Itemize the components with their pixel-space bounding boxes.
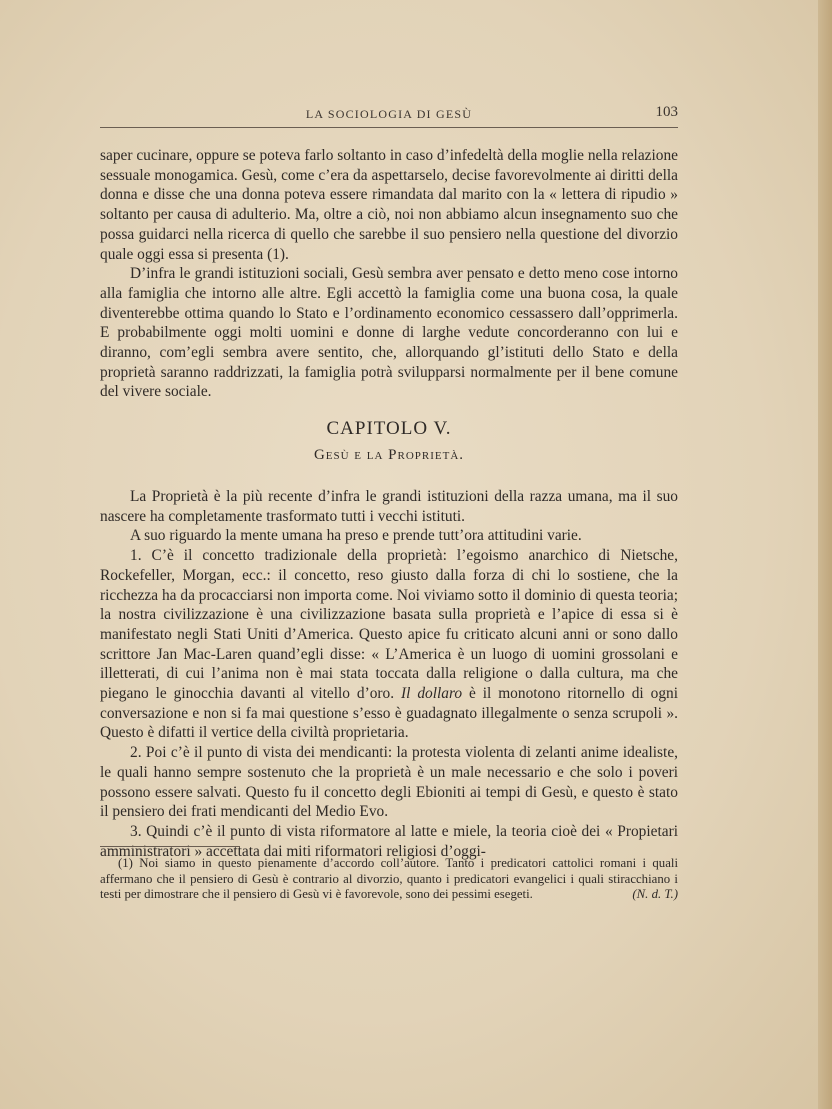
page-edge	[818, 0, 832, 1109]
paragraph: 3. Quindi c’è il punto di vista riformatore al latte e miele, la teoria cioè dei « Propietari amministratori » accettata dai miti riformatori religiosi d’oggi-	[100, 822, 678, 860]
paragraph-part: è il monotono ritornello di ogni conversazione e non si fa mai questione s’esso è guadagnato illegalmente o senza scrupoli ». Questo è difatti il vertice della civiltà proprietaria.	[100, 685, 678, 742]
page-number: 103	[655, 104, 678, 120]
body-text-chapter	[100, 487, 678, 861]
paragraph: D’infra le grandi istituzioni sociali, Gesù sembra aver pensato e detto meno cose intorno alla famiglia che intorno alle altre. Egli accettò la famiglia come una buona cosa, la quale diventerebbe ottima quando lo Stato e l’ordinamento economico cessassero dall’opprimerla. E probabilmente oggi molti uomini e donne di larghe vedute concorderanno con lui e diranno, com’egli sembra avere sentito, che, allorquando gl’istituti dello Stato e della proprietà saranno raddrizzati, la famiglia potrà svilupparsi normalmente per il bene comune del vivere sociale.	[100, 265, 678, 401]
paragraph-part: 1. C’è il concetto tradizionale della proprietà: l’egoismo anarchico di Nietsche, Rockefeller, Morgan, ecc.: il concetto, reso giusto dalla forza di chi lo sostiene, che la ricchezza ha da procacciarsi non importa come. Noi viviamo sotto il dominio di questa teoria; la nostra civilizzazione è una civilizzazione basata sulla proprietà e l’apice di essa si è manifestato negli Stati Uniti d’America. Questo apice fu criticato alcuni anni or sono dallo scrittore Jan Mac-Laren quand’egli disse: « L’America è un luogo di uomini grossolani e illetterati, di cui l’anima non è mai stata toccata dalla religione o dalla cultura, ma che piegano le ginocchia davanti al vitello d’oro.	[100, 547, 678, 703]
paragraph: saper cucinare, oppure se poteva farlo soltanto in caso d’infedeltà della moglie nella relazione sessuale monogamica. Gesù, come c’era da aspettarselo, decise favorevolmente ai diritti della donna e disse che una donna poteva essere rimandata dal marito con la « lettera di ripudio » soltanto per causa di adulterio. Ma, oltre a ciò, noi non abbiamo alcun insegnamento suo che possa guidarci nella ricerca di quello che sarebbe il suo pensiero nella questione del divorzio quale oggi essa si presenta (1).	[100, 147, 678, 263]
footnote-signature: (N. d. T.)	[632, 887, 678, 901]
paragraph: La Proprietà è la più recente d’infra le grandi istituzioni della razza umana, ma il suo nascere ha completamente trasformato tutti i vecchi istituti.	[100, 488, 678, 525]
chapter-title: CAPITOLO V.	[326, 418, 452, 439]
paragraph: 2. Poi c’è il punto di vista dei mendicanti: la protesta violenta di zelanti anime idealiste, le quali hanno sempre sostenuto che la proprietà è un male necessario e che solo i poveri possono essere salvati. Questo fu il concetto degli Ebioniti ai tempi di Gesù, e questo è stato il pensiero dei frati mendicanti del Medio Evo.	[100, 744, 678, 821]
running-title: LA SOCIOLOGIA DI GESÙ	[305, 107, 473, 121]
paragraph: A suo riguardo la mente umana ha preso e prende tutt’ora attitudini varie.	[130, 527, 582, 545]
footnote-text	[100, 856, 678, 903]
chapter-subtitle: Gesù e la Proprietà.	[313, 447, 465, 463]
footnote	[100, 856, 678, 903]
footnote-rule	[100, 846, 240, 847]
italic-phrase: Il dollaro	[401, 685, 463, 703]
running-head	[100, 103, 678, 128]
body-text-top	[100, 146, 678, 402]
paragraph	[100, 546, 678, 743]
footnote-body: (1) Noi siamo in questo pienamente d’accordo coll’autore. Tanto i predicatori cattolici romani i quali affermano che il pensiero di Gesù è contrario al divorzio, quanto i predicatori evangelici i quali stiracchiano i testi per dimostrare che il pensiero di Gesù vi è favorevole, sono dei pessimi esegeti.	[100, 856, 678, 901]
